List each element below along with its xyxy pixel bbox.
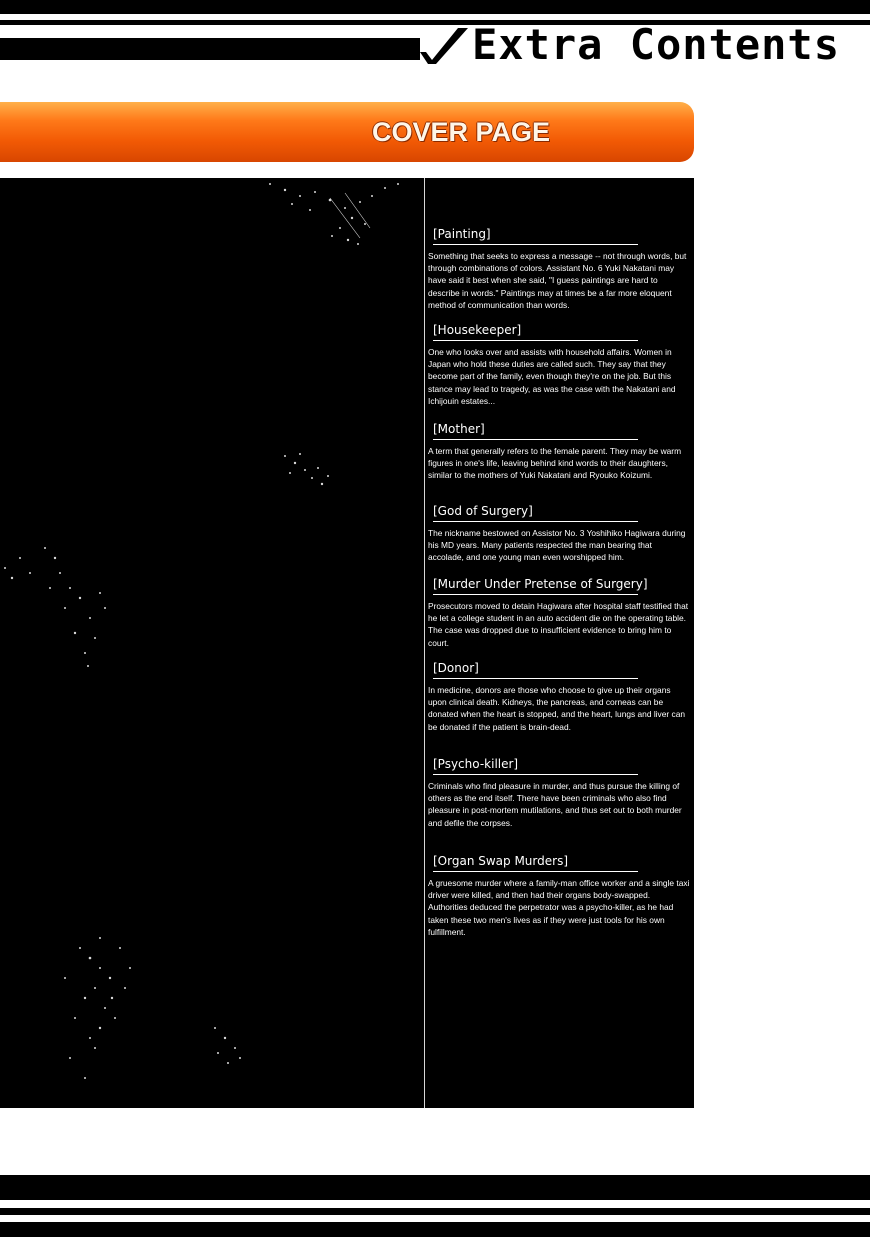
top-stripe-bar xyxy=(0,38,420,60)
cover-artwork xyxy=(0,178,423,1108)
entry-term: [Mother] xyxy=(433,421,638,440)
entry-term: [Organ Swap Murders] xyxy=(433,853,638,872)
bottom-stripe-edge xyxy=(0,1222,870,1237)
glossary-entry-god-of-surgery xyxy=(428,503,690,564)
glossary-entry-organ-swap-murders xyxy=(428,853,690,938)
bottom-stripe-thick xyxy=(0,1175,870,1200)
entry-term: [Murder Under Pretense of Surgery] xyxy=(433,576,638,595)
entry-text: One who looks over and assists with household affairs. Women in Japan who hold these duties are called such. They say that they become part of the family, even though they're on the job. But this stance may lead to tragedy, as was the case with the Nakatani and Ichijouin estates... xyxy=(428,347,676,406)
top-stripe-thick xyxy=(0,0,870,14)
entry-term: [Painting] xyxy=(433,226,638,245)
entry-text: A gruesome murder where a family-man office worker and a single taxi driver were killed, and then had their organs body-swapped. Authorities deduced the perpetrator was a psycho-killer, as he had taken these two men's lives as if they were just tools for his own fulfillment. xyxy=(428,878,690,937)
panel-divider xyxy=(424,178,425,1108)
entry-term: [Donor] xyxy=(433,660,638,679)
glossary-entry-donor xyxy=(428,660,690,733)
entry-text: A term that generally refers to the female parent. They may be warm figures in one's life, leaving behind kind words to their daughters, similar to the mothers of Yuki Nakatani and Ryouko Koizumi. xyxy=(428,446,682,481)
header-slash-decoration xyxy=(418,28,478,64)
entry-text: Something that seeks to express a message -- not through words, but through combinations of colors. Assistant No. 6 Yuki Nakatani may have said it best when she said, "I guess paintings are hard to describe in words." Paintings may at times be a far more eloquent method of communication than words. xyxy=(428,251,687,310)
glossary-entry-painting xyxy=(428,226,690,311)
entry-text: Prosecutors moved to detain Hagiwara after hospital staff testified that he let a college student in an auto accident die on the operating table. The case was dropped due to insufficient evidence to bring him to court. xyxy=(428,601,689,648)
entry-text: The nickname bestowed on Assistor No. 3 Yoshihiko Hagiwara during his MD years. Many patients respected the man bearing that accolade, and one young man even worshipped him. xyxy=(428,528,686,563)
glossary-entry-housekeeper xyxy=(428,322,690,407)
entry-text: In medicine, donors are those who choose to give up their organs upon clinical death. Kidneys, the pancreas, and corneas can be donated when the heart is stopped, and the heart, lungs and liver can be donated if the patient is brain-dead. xyxy=(428,685,686,732)
banner-title: COVER PAGE xyxy=(372,117,551,147)
glossary-entry-psycho-killer xyxy=(428,756,690,829)
entry-term: [Housekeeper] xyxy=(433,322,638,341)
entry-text: Criminals who find pleasure in murder, and thus pursue the killing of others as the end itself. There have been criminals who also find pleasure in post-mortem mutilations, and thus set out to both murder and defile the corpses. xyxy=(428,781,682,828)
glossary-entry-mother xyxy=(428,421,690,482)
glossary-entry-murder-under-pretense xyxy=(428,576,690,649)
section-title: Extra Contents xyxy=(472,20,841,69)
entry-term: [God of Surgery] xyxy=(433,503,638,522)
cover-page-banner xyxy=(0,102,694,162)
entry-term: [Psycho-killer] xyxy=(433,756,638,775)
bottom-stripe-thin xyxy=(0,1208,870,1215)
